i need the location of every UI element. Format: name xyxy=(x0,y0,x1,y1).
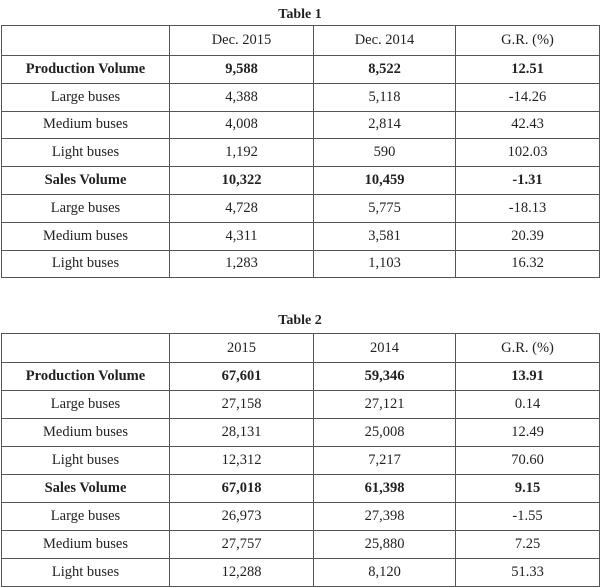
table-header-row xyxy=(2,26,600,56)
row-label: Sales Volume xyxy=(2,167,170,195)
table-cell: 12.51 xyxy=(456,56,600,84)
table-cell: 25,880 xyxy=(314,531,456,559)
table-row xyxy=(2,363,600,391)
table-row xyxy=(2,194,600,222)
table-cell: 12,312 xyxy=(170,447,314,475)
table-row xyxy=(2,475,600,503)
table-cell: 5,775 xyxy=(314,194,456,222)
table-cell: 27,158 xyxy=(170,391,314,419)
table-cell: 27,398 xyxy=(314,503,456,531)
column-header: 2015 xyxy=(170,334,314,363)
row-label: Large buses xyxy=(2,391,170,419)
table-cell: -1.31 xyxy=(456,167,600,195)
table-row xyxy=(2,559,600,587)
table-cell: 25,008 xyxy=(314,419,456,447)
table-cell: 5,118 xyxy=(314,83,456,111)
table-cell: 590 xyxy=(314,139,456,167)
table-row xyxy=(2,56,600,84)
row-label: Light buses xyxy=(2,250,170,278)
row-label: Medium buses xyxy=(2,531,170,559)
table-cell: 10,459 xyxy=(314,167,456,195)
table-cell: 7.25 xyxy=(456,531,600,559)
header-corner-cell xyxy=(2,334,170,363)
table-cell: 16.32 xyxy=(456,250,600,278)
table-row xyxy=(2,503,600,531)
table-cell: 0.14 xyxy=(456,391,600,419)
table-cell: 8,522 xyxy=(314,56,456,84)
table-row xyxy=(2,222,600,250)
table-cell: 4,008 xyxy=(170,111,314,139)
table-cell: -14.26 xyxy=(456,83,600,111)
table-1 xyxy=(1,25,600,278)
table-cell: 8,120 xyxy=(314,559,456,587)
table-row xyxy=(2,139,600,167)
table-row xyxy=(2,111,600,139)
row-label: Production Volume xyxy=(2,56,170,84)
table-cell: -1.55 xyxy=(456,503,600,531)
table-2 xyxy=(1,333,600,587)
table-cell: 4,388 xyxy=(170,83,314,111)
row-label: Medium buses xyxy=(2,222,170,250)
table-cell: 70.60 xyxy=(456,447,600,475)
table-cell: 12,288 xyxy=(170,559,314,587)
column-header: 2014 xyxy=(314,334,456,363)
table-cell: 20.39 xyxy=(456,222,600,250)
table-cell: 7,217 xyxy=(314,447,456,475)
column-header: G.R. (%) xyxy=(456,26,600,56)
table-cell: 12.49 xyxy=(456,419,600,447)
table-cell: 59,346 xyxy=(314,363,456,391)
table-cell: 2,814 xyxy=(314,111,456,139)
table-header-row xyxy=(2,334,600,363)
table-row xyxy=(2,447,600,475)
row-label: Light buses xyxy=(2,559,170,587)
row-label: Large buses xyxy=(2,83,170,111)
table-cell: 4,728 xyxy=(170,194,314,222)
column-header: G.R. (%) xyxy=(456,334,600,363)
table-cell: -18.13 xyxy=(456,194,600,222)
table-row xyxy=(2,167,600,195)
table-cell: 1,192 xyxy=(170,139,314,167)
row-label: Large buses xyxy=(2,194,170,222)
table-cell: 13.91 xyxy=(456,363,600,391)
column-header: Dec. 2014 xyxy=(314,26,456,56)
header-corner-cell xyxy=(2,26,170,56)
table-cell: 4,311 xyxy=(170,222,314,250)
row-label: Light buses xyxy=(2,139,170,167)
table-cell: 1,103 xyxy=(314,250,456,278)
table-cell: 51.33 xyxy=(456,559,600,587)
table-row xyxy=(2,419,600,447)
row-label: Production Volume xyxy=(2,363,170,391)
table-cell: 26,973 xyxy=(170,503,314,531)
table-cell: 27,757 xyxy=(170,531,314,559)
table-row xyxy=(2,83,600,111)
table-cell: 9.15 xyxy=(456,475,600,503)
table-cell: 102.03 xyxy=(456,139,600,167)
row-label: Sales Volume xyxy=(2,475,170,503)
table-cell: 28,131 xyxy=(170,419,314,447)
table-cell: 1,283 xyxy=(170,250,314,278)
table-row xyxy=(2,391,600,419)
table-cell: 9,588 xyxy=(170,56,314,84)
table-row xyxy=(2,250,600,278)
table-1-title: Table 1 xyxy=(278,7,322,22)
row-label: Large buses xyxy=(2,503,170,531)
row-label: Medium buses xyxy=(2,111,170,139)
row-label: Medium buses xyxy=(2,419,170,447)
row-label: Light buses xyxy=(2,447,170,475)
column-header: Dec. 2015 xyxy=(170,26,314,56)
table-cell: 27,121 xyxy=(314,391,456,419)
table-cell: 61,398 xyxy=(314,475,456,503)
table-2-body xyxy=(2,334,600,587)
table-1-body xyxy=(2,26,600,278)
table-cell: 10,322 xyxy=(170,167,314,195)
table-2-title: Table 2 xyxy=(278,313,322,328)
table-cell: 67,601 xyxy=(170,363,314,391)
table-cell: 67,018 xyxy=(170,475,314,503)
table-cell: 42.43 xyxy=(456,111,600,139)
table-row xyxy=(2,531,600,559)
table-cell: 3,581 xyxy=(314,222,456,250)
